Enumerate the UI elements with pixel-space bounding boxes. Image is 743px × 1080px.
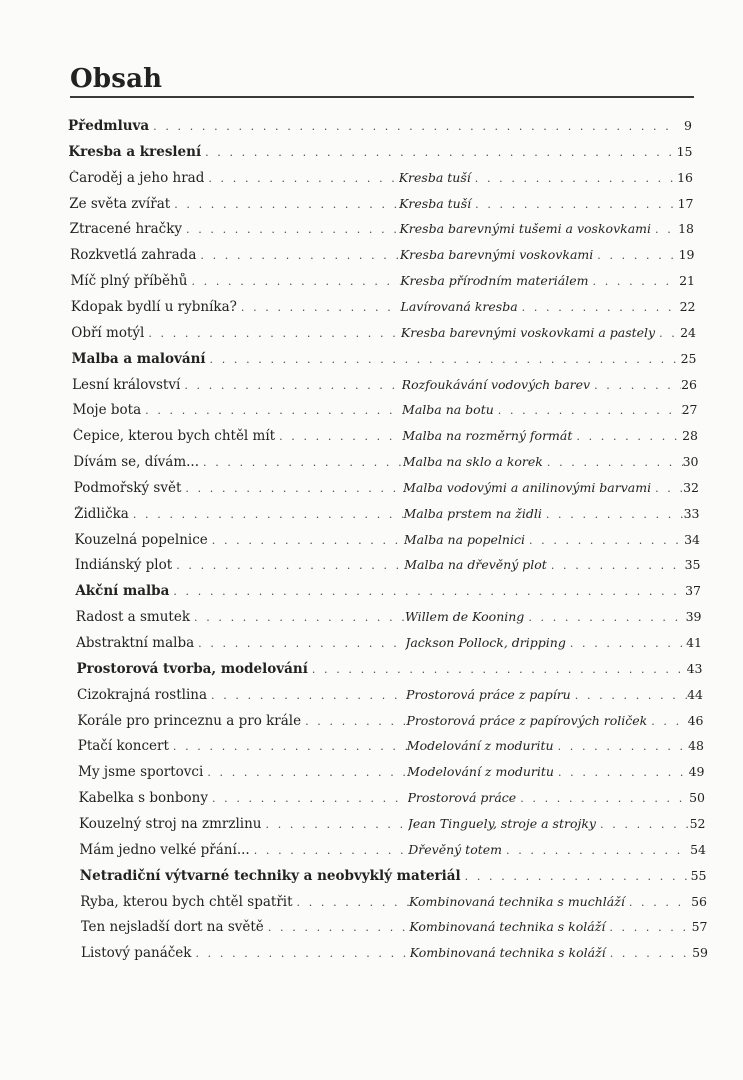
- dot-leader: [651, 482, 683, 495]
- toc-entry-title: My jsme sportovci: [78, 764, 204, 781]
- toc-page-number: 21: [679, 273, 695, 289]
- toc-page-number: 19: [678, 247, 695, 263]
- toc-item-row: [70, 247, 694, 269]
- toc-page-number: 24: [680, 324, 696, 340]
- toc-entry-title: Kouzelná popelnice: [74, 531, 208, 548]
- dot-leader: [293, 896, 409, 909]
- dot-leader: [525, 534, 684, 547]
- toc-section-row: [72, 351, 697, 373]
- toc-item-row: [73, 428, 698, 450]
- toc-entry-title: Kdopak bydlí u rybníka?: [70, 298, 237, 315]
- dot-leader: [180, 379, 401, 392]
- toc-entry-technique: Kresba barevnými voskovkami: [399, 247, 594, 263]
- dot-leader: [203, 766, 407, 779]
- toc-page-number: 9: [684, 118, 692, 133]
- toc-page-number: 55: [690, 867, 707, 883]
- dot-leader: [471, 198, 677, 211]
- toc-page-number: 32: [683, 479, 699, 495]
- dot-leader: [194, 637, 405, 650]
- dot-leader: [207, 689, 406, 702]
- dot-leader: [237, 301, 401, 314]
- dot-leader: [647, 715, 687, 728]
- toc-entry-title: Korále pro princeznu a pro krále: [77, 712, 302, 729]
- toc-entry-title: Ten nejsladší dort na světě: [80, 919, 264, 936]
- toc-entry-title: Lesní království: [72, 376, 181, 393]
- dot-leader: [543, 456, 683, 469]
- toc-entry-technique: Kresba barevnými voskovkami a pastely: [400, 324, 656, 340]
- dot-leader: [516, 792, 689, 805]
- toc-entry-title: Kouzelný stroj na zmrzlinu: [78, 815, 262, 832]
- toc-page-number: 15: [676, 143, 693, 159]
- toc-entry-title: Židlička: [74, 505, 129, 522]
- dot-leader: [524, 611, 685, 624]
- toc-entry-technique: Malba vodovými a anilinovými barvami: [403, 479, 652, 495]
- dot-leader: [181, 482, 403, 495]
- dot-leader: [208, 792, 408, 805]
- title-rule: [70, 96, 694, 98]
- toc-item-row: [74, 480, 699, 502]
- toc-entry-title: Čaroděj a jeho hrad: [68, 169, 205, 186]
- toc-item-row: [78, 738, 704, 760]
- dot-leader: [201, 146, 677, 159]
- toc-page-number: 28: [682, 428, 698, 444]
- dot-leader: [191, 947, 409, 960]
- toc-page-number: 41: [686, 635, 702, 650]
- toc-entry-title: Obří motýl: [71, 324, 145, 341]
- dot-leader: [606, 947, 692, 960]
- dot-leader: [625, 896, 691, 909]
- toc-page-number: 37: [685, 583, 701, 599]
- dot-leader: [571, 689, 687, 702]
- toc-page-number: 35: [684, 557, 701, 573]
- toc-item-row: [79, 790, 705, 812]
- dot-leader: [196, 249, 399, 262]
- toc-entry-title: Cizokrajná rostlina: [76, 686, 208, 703]
- dot-leader: [554, 766, 689, 779]
- dot-leader: [169, 585, 685, 598]
- dot-leader: [566, 637, 686, 650]
- toc-page-number: 48: [688, 738, 704, 754]
- toc-entry-technique: Modelování z moduritu: [406, 738, 554, 754]
- toc-entry-technique: Dřevěný totem: [408, 841, 502, 857]
- dot-leader: [593, 249, 678, 262]
- dot-leader: [262, 818, 408, 831]
- toc-entry-technique: Malba na botu: [402, 402, 494, 418]
- toc-page-number: 17: [677, 195, 694, 211]
- toc-section-row: [77, 661, 703, 683]
- toc-entry-title: Ze světa zvířat: [69, 195, 171, 212]
- toc-entry-title: Ptačí koncert: [77, 738, 169, 755]
- toc-page-number: 25: [680, 350, 697, 366]
- toc-entry-title: Listový panáček: [81, 945, 192, 962]
- toc-page-number: 26: [681, 376, 697, 392]
- toc-item-row: [70, 273, 695, 295]
- dot-leader: [502, 844, 690, 857]
- dot-leader: [250, 844, 409, 857]
- toc-entry-title: Moje bota: [72, 402, 142, 419]
- toc-entry-technique: Prostorová práce z papírových roliček: [406, 712, 648, 728]
- toc-entry-technique: Malba prstem na židli: [403, 505, 542, 521]
- toc-page-number: 16: [677, 169, 693, 185]
- toc-entry-technique: Malba na popelnici: [403, 531, 525, 547]
- toc-page-number: 59: [692, 945, 708, 961]
- toc-page-number: 49: [688, 764, 705, 780]
- toc-item-row: [71, 325, 696, 347]
- dot-leader: [149, 120, 678, 133]
- toc-page-number: 30: [682, 454, 699, 470]
- toc-page-number: 44: [687, 686, 703, 702]
- toc-entry-title: Čepice, kterou bych chtěl mít: [72, 428, 276, 445]
- toc-item-row: [69, 196, 693, 218]
- toc-entry-technique: Malba na dřevěný plot: [404, 557, 547, 573]
- dot-leader: [308, 663, 687, 676]
- toc-entry-technique: Kombinovaná technika s muchláží: [408, 893, 625, 909]
- toc-entry-title: Dívám se, dívám...: [73, 454, 199, 471]
- dot-leader: [169, 740, 407, 753]
- toc-entry-title: Rozkvetlá zahrada: [70, 247, 197, 264]
- dot-leader: [547, 559, 685, 572]
- toc-entry-title: Indiánský plot: [74, 557, 173, 574]
- toc-entry-technique: Kresba tuší: [399, 195, 472, 211]
- dot-leader: [206, 353, 681, 366]
- dot-leader: [554, 740, 689, 753]
- toc-entry-technique: Kresba přírodním materiálem: [400, 273, 589, 289]
- toc-item-row: [78, 764, 704, 786]
- toc-entry-technique: Kresba barevnými tušemi a voskovkami: [399, 221, 652, 237]
- dot-leader: [275, 430, 402, 443]
- toc-entry-technique: Rozfoukávání vodových barev: [401, 376, 591, 392]
- toc-section-title: Prostorová tvorba, modelování: [76, 660, 308, 677]
- dot-leader: [144, 327, 401, 340]
- dot-leader: [187, 275, 400, 288]
- toc-page-number: 27: [681, 402, 698, 418]
- toc-entry-title: Ztracené hračky: [69, 221, 183, 238]
- toc-page-number: 34: [684, 531, 700, 547]
- dot-leader: [172, 559, 404, 572]
- toc-entry-technique: Malba na rozměrný formát: [402, 428, 573, 444]
- dot-leader: [518, 301, 680, 314]
- dot-leader: [182, 223, 399, 236]
- toc-item-row: [74, 506, 699, 528]
- toc-entry-title: Ryba, kterou bych chtěl spatřit: [80, 893, 293, 910]
- dot-leader: [190, 611, 405, 624]
- toc-item-row: [72, 377, 697, 399]
- dot-leader: [471, 172, 677, 185]
- toc-item-row: [75, 557, 701, 579]
- toc-item-row: [76, 609, 702, 631]
- dot-leader: [655, 327, 680, 340]
- toc-entry-title: Mám jedno velké přání...: [79, 841, 250, 858]
- toc-entry-technique: Modelování z moduritu: [407, 764, 554, 780]
- dot-leader: [605, 921, 691, 934]
- toc-section-row: [68, 144, 692, 166]
- dot-leader: [494, 404, 682, 417]
- toc-page-number: 50: [689, 790, 705, 806]
- dot-leader: [589, 275, 680, 288]
- toc-entry-technique: Prostorová práce z papíru: [406, 686, 571, 702]
- toc-section-title: Předmluva: [68, 118, 150, 134]
- toc-item-row: [73, 454, 698, 476]
- dot-leader: [199, 456, 403, 469]
- page-title: Obsah: [70, 64, 163, 94]
- toc-page-number: 52: [689, 815, 706, 831]
- dot-leader: [542, 508, 684, 521]
- dot-leader: [590, 379, 681, 392]
- toc-item-row: [81, 945, 708, 967]
- toc-entry-technique: Jackson Pollock, dripping: [405, 635, 566, 650]
- toc-entry-technique: Prostorová práce: [407, 790, 517, 806]
- dot-leader: [204, 172, 398, 185]
- toc-item-row: [79, 842, 706, 864]
- toc-entry-technique: Kombinovaná technika s koláží: [409, 919, 606, 935]
- toc-entry-title: Kabelka s bonbony: [78, 790, 208, 807]
- dot-leader: [651, 223, 678, 236]
- dot-leader: [301, 715, 406, 728]
- toc-page-number: 54: [690, 841, 706, 857]
- toc-item-row: [69, 170, 693, 192]
- toc-item-row: [72, 402, 697, 424]
- toc-page-number: 43: [686, 660, 703, 676]
- toc-item-row: [70, 221, 694, 243]
- toc-entry-title: Abstraktní malba: [76, 635, 195, 651]
- toc-entry-title: Radost a smutek: [75, 609, 191, 626]
- dot-leader: [170, 198, 399, 211]
- dot-leader: [572, 430, 682, 443]
- toc-page-number: 57: [691, 919, 708, 935]
- dot-leader: [129, 508, 404, 521]
- toc-entry-technique: Jean Tinguely, stroje a strojky: [407, 815, 596, 831]
- toc-entry-technique: Willem de Kooning: [404, 609, 525, 625]
- toc-entry-title: Míč plný příběhů: [70, 273, 188, 290]
- toc-item-row: [79, 816, 706, 838]
- toc-item-row: [80, 894, 707, 916]
- toc-item-row: [77, 687, 703, 709]
- toc-page-number: 46: [687, 712, 704, 728]
- toc-section-title: Akční malba: [75, 583, 170, 600]
- toc-page-number: 56: [691, 893, 707, 909]
- toc-entry-technique: Malba na sklo a korek: [402, 454, 543, 470]
- toc-item-row: [81, 919, 708, 941]
- toc-section-title: Netradiční výtvarné techniky a neobvyklý materiál: [79, 867, 461, 884]
- toc-section-row: [75, 583, 701, 605]
- toc-section-row: [80, 868, 707, 890]
- toc-section-title: Malba a malování: [71, 350, 206, 367]
- toc-item-row: [76, 635, 702, 657]
- toc-item-row: [75, 532, 701, 554]
- toc-section-title: Kresba a kreslení: [68, 143, 202, 160]
- dot-leader: [461, 870, 691, 883]
- toc-page-number: 39: [685, 609, 702, 625]
- dot-leader: [596, 818, 690, 831]
- toc-section-row: [68, 118, 692, 140]
- toc-page-number: 18: [678, 221, 694, 237]
- toc-page-number: 33: [683, 505, 700, 521]
- toc-entry-title: Podmořský svět: [73, 479, 182, 496]
- toc-item-row: [77, 713, 703, 735]
- toc-page-number: 22: [679, 298, 696, 314]
- dot-leader: [141, 404, 402, 417]
- dot-leader: [208, 534, 404, 547]
- toc-item-row: [71, 299, 696, 321]
- toc-entry-technique: Kresba tuší: [398, 169, 471, 185]
- toc-entry-technique: Lavírovaná kresba: [400, 298, 518, 314]
- toc-entry-technique: Kombinovaná technika s koláží: [409, 945, 606, 961]
- dot-leader: [264, 921, 410, 934]
